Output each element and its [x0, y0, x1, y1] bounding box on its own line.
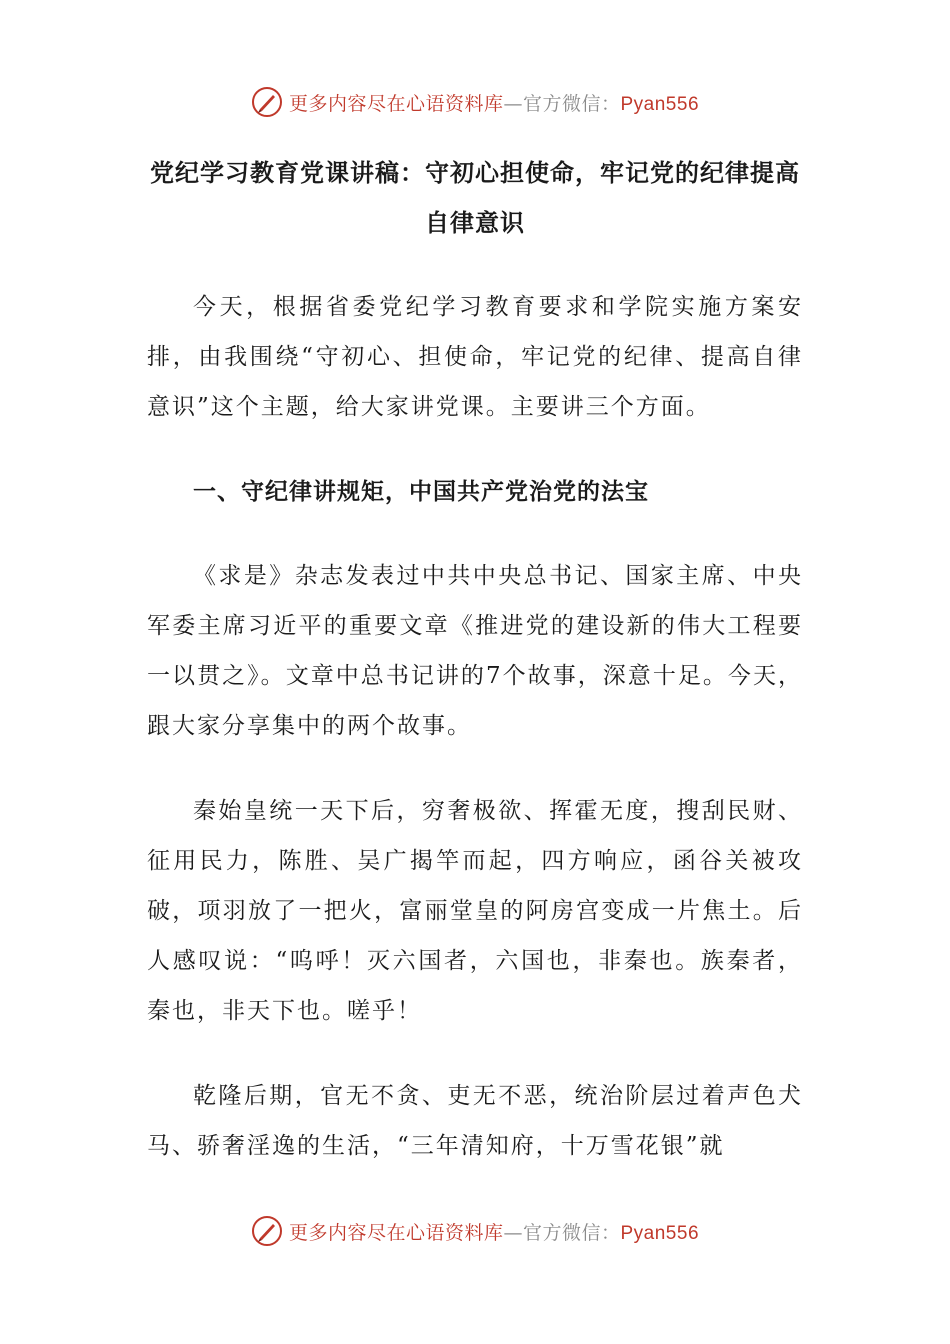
document-title: 党纪学习教育党课讲稿：守初心担使命，牢记党的纪律提高自律意识: [150, 159, 800, 237]
watermark-text: 更多内容尽在心语资料库—官方微信：Pyan556: [288, 92, 700, 115]
watermark-text: 更多内容尽在心语资料库—官方微信：Pyan556: [288, 1221, 700, 1244]
intro-paragraph: 今天，根据省委党纪学习教育要求和学院实施方案安排，由我围绕“守初心、担使命，牢记党的纪律、提高自律意识”这个主题，给大家讲党课。主要讲三个方面。: [147, 294, 803, 420]
footer-watermark: [0, 1211, 950, 1251]
quill-logo-icon: [251, 86, 283, 118]
quill-logo-icon: [251, 1215, 283, 1247]
body-paragraph: 《求是》杂志发表过中共中央总书记、国家主席、中央军委主席习近平的重要文章《推进党的建设新的伟大工程要一以贯之》。文章中总书记讲的7个故事，深意十足。今天，跟大家分享集中的两个故事。: [147, 563, 803, 739]
body-paragraph: 乾隆后期，官无不贪、吏无不恶，统治阶层过着声色犬马、骄奢淫逸的生活，“三年清知府，十万雪花银”就: [147, 1083, 803, 1159]
document-body: [147, 282, 803, 1206]
header-watermark: [0, 82, 950, 122]
section-heading: 一、守纪律讲规矩，中国共产党治党的法宝: [193, 479, 649, 505]
body-paragraph: 秦始皇统一天下后，穷奢极欲、挥霍无度，搜刮民财、征用民力，陈胜、吴广揭竿而起，四方响应，函谷关被攻破，项羽放了一把火，富丽堂皇的阿房宫变成一片焦土。后人感叹说：“呜呼！灭六国者，六国也，非秦也。族秦者，秦也，非天下也。嗟乎！: [147, 798, 803, 1024]
